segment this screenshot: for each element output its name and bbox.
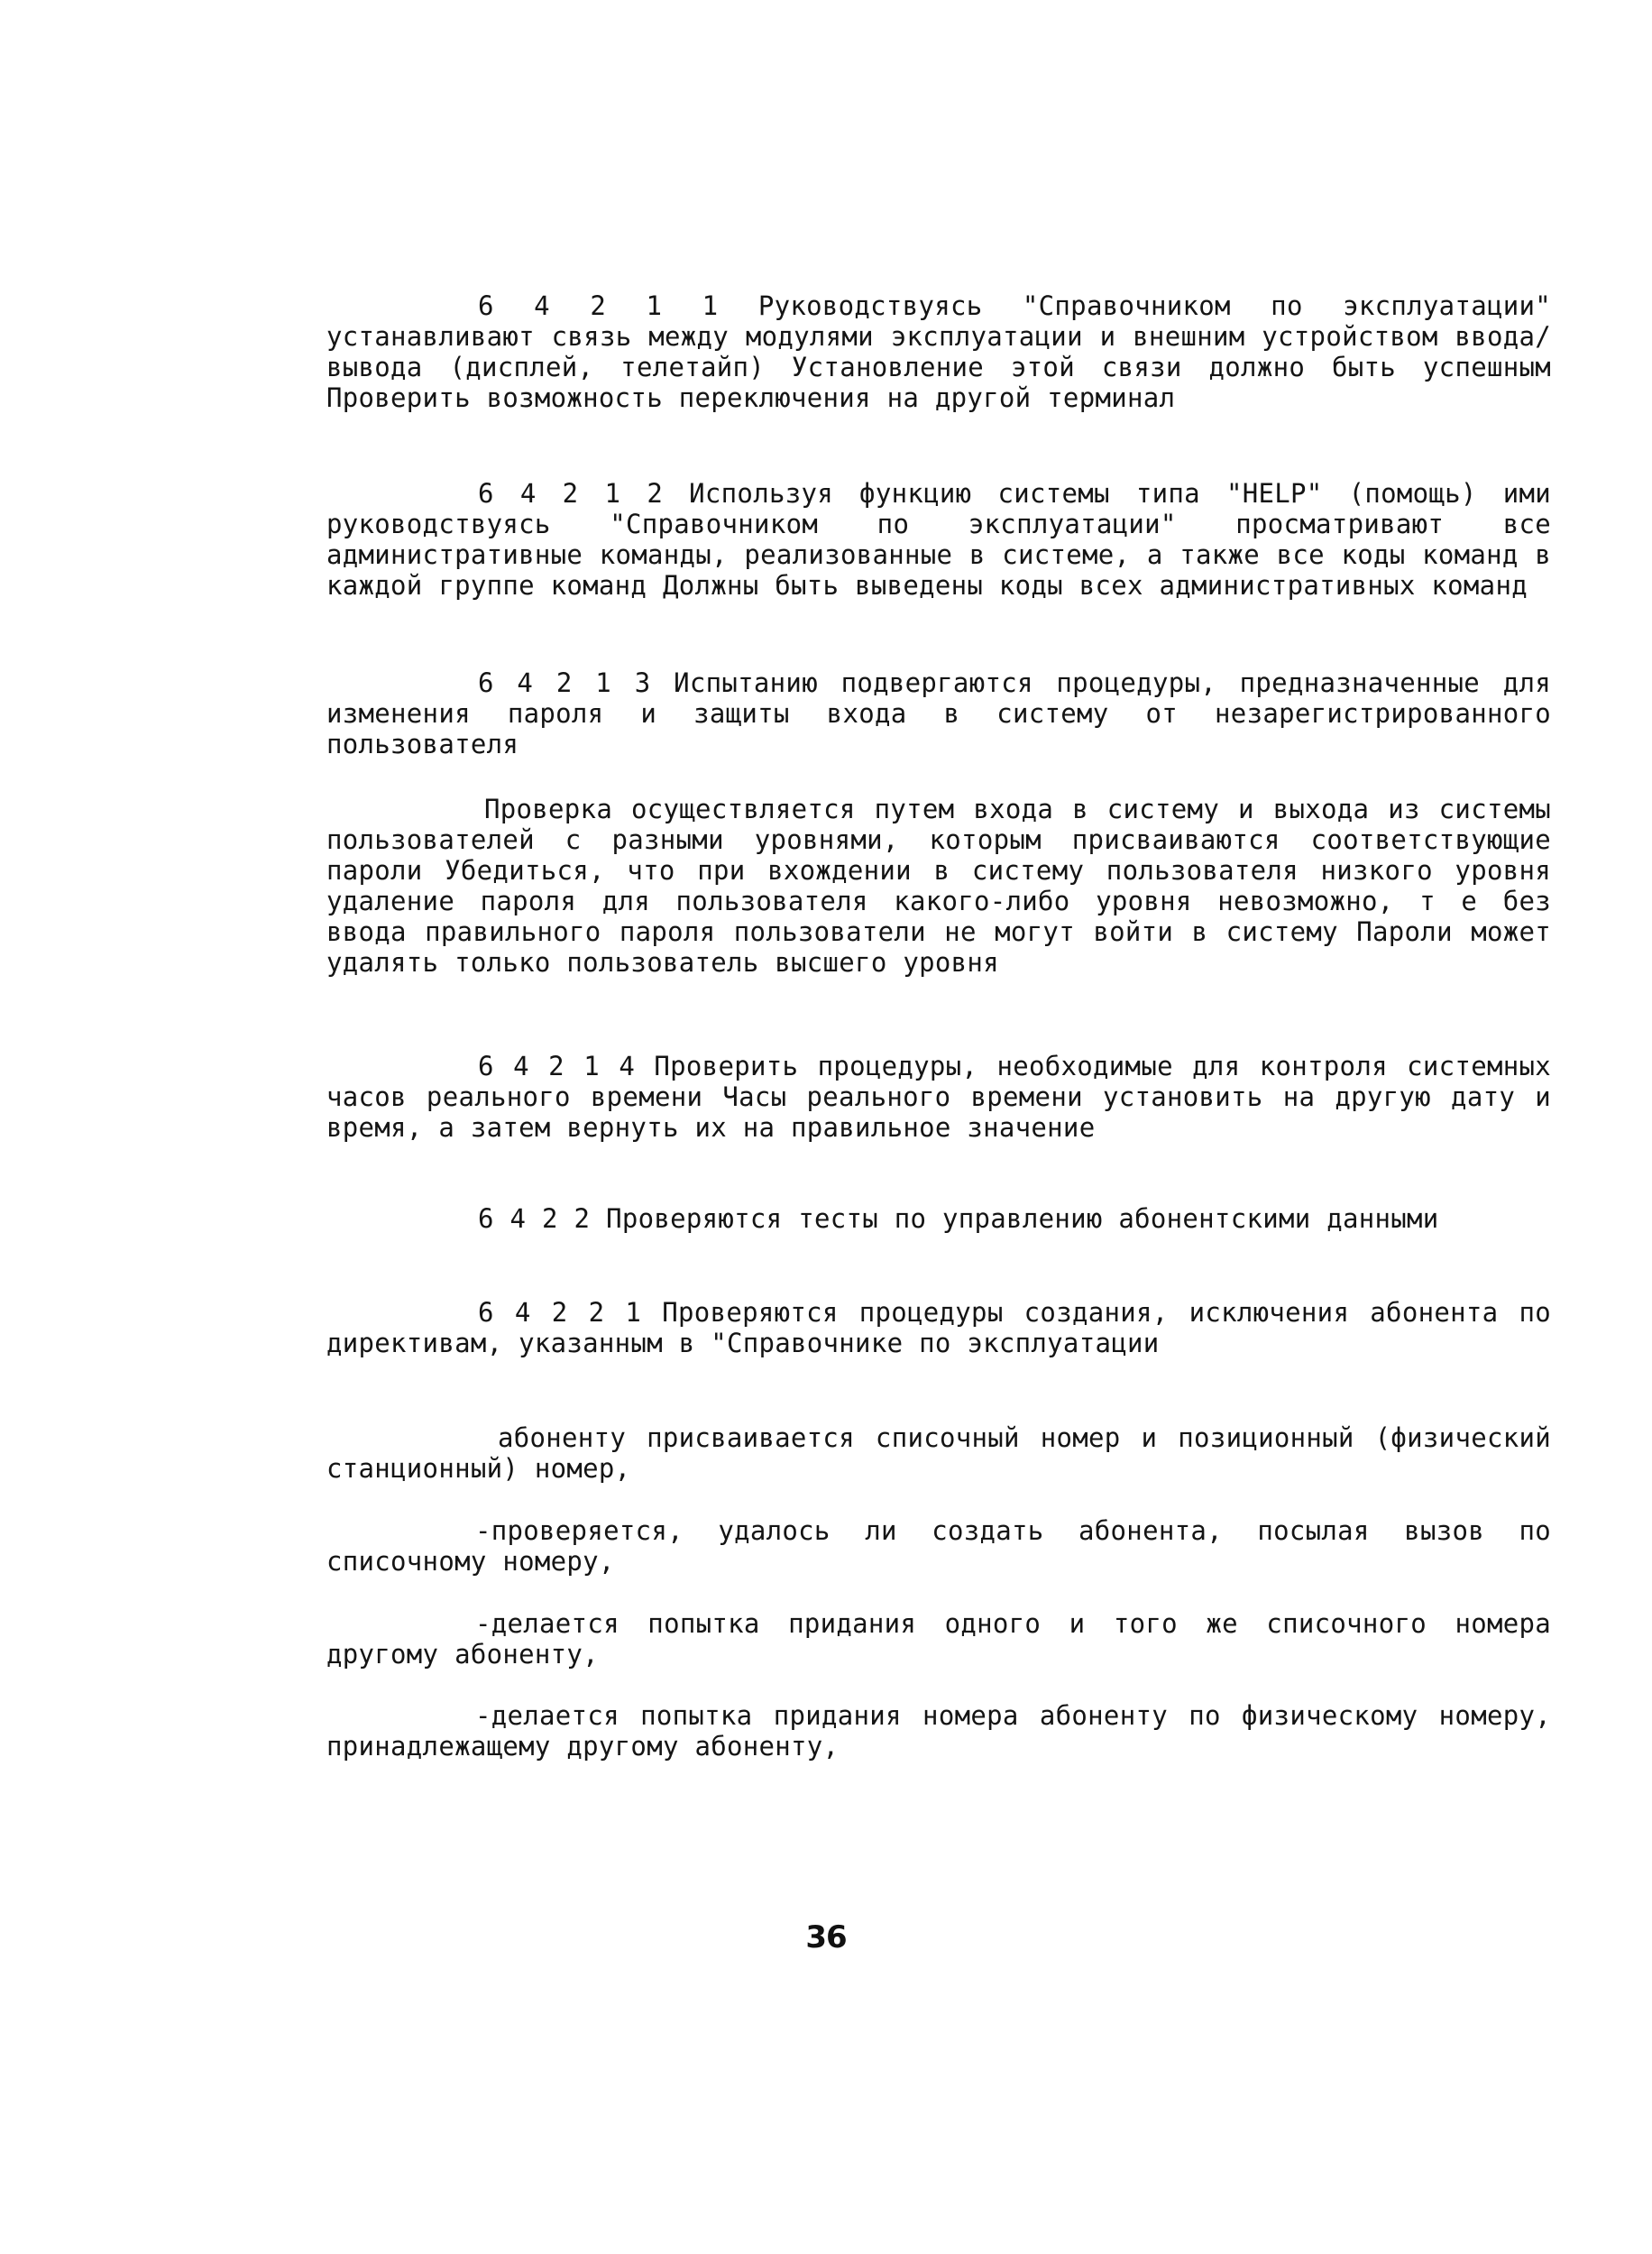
paragraph-text: -проверяется, удалось ли создать абонента, посылая вызов по списочному номеру, — [326, 1515, 1551, 1577]
paragraph-text: -делается попытка придания номера абоненту по физическому номеру, принадлежащему другому абоненту, — [326, 1700, 1551, 1762]
list-item-check-call — [326, 1515, 1551, 1577]
paragraph-6-4-2-1-4 — [326, 1051, 1551, 1143]
paragraph-text: -делается попытка придания одного и того же списочного номера другому абоненту, — [326, 1608, 1551, 1670]
page-number: 36 — [805, 1919, 847, 1955]
paragraph-6-4-2-2 — [326, 1203, 1551, 1234]
paragraph-6-4-2-1-2 — [326, 478, 1551, 601]
paragraph-text: 6 4 2 1 2 Используя функцию системы типа "HELP" (помощь) ими руководствуясь "Справочником по эксплуатации" просматривают все административные команды, реализованные в системе, а также все коды команд в каждой группе команд Должны быть выведены коды всех административных команд — [326, 478, 1551, 601]
paragraph-6-4-2-1-1 — [326, 290, 1551, 413]
paragraph-text: 6 4 2 1 4 Проверить процедуры, необходимые для контроля системных часов реального времени Часы реального времени установить на другую дату и время, а затем вернуть их на правильное значение — [326, 1051, 1551, 1143]
list-item-duplicate-list-number — [326, 1608, 1551, 1670]
paragraph-subscriber-number — [326, 1422, 1551, 1484]
paragraph-6-4-2-1-3 — [326, 667, 1551, 759]
paragraph-text: 6 4 2 1 3 Испытанию подвергаются процедуры, предназначенные для изменения пароля и защиты входа в систему от незарегистрированного пользователя — [326, 667, 1551, 759]
paragraph-password-check — [326, 794, 1551, 978]
paragraph-text: 6 4 2 2 1 Проверяются процедуры создания, исключения абонента по директивам, указанным в "Справочнике по эксплуатации — [326, 1297, 1551, 1358]
paragraph-text: 6 4 2 2 Проверяются тесты по управлению абонентскими данными — [478, 1203, 1439, 1234]
paragraph-text: Проверка осуществляется путем входа в систему и выхода из системы пользователей с разными уровнями, которым присваиваются соответствующие пароли Убедиться, что при вхождении в систему пользователя низкого уровня удаление пароля для пользователя какого-либо уровня невозможно, т е без ввода правильного пароля пользователи не могут войти в систему Пароли может удалять только пользователь высшего уровня — [326, 794, 1551, 978]
paragraph-text: 6 4 2 1 1 Руководствуясь "Справочником по эксплуатации" устанавливают связь между модулями эксплуатации и внешним устройством ввода/вывода (дисплей, телетайп) Установление этой связи должно быть успешным Проверить возможность переключения на другой терминал — [326, 290, 1551, 413]
paragraph-text: абоненту присваивается списочный номер и позиционный (физический станционный) номер, — [326, 1422, 1551, 1484]
paragraph-6-4-2-2-1 — [326, 1297, 1551, 1358]
list-item-duplicate-physical-number — [326, 1700, 1551, 1762]
